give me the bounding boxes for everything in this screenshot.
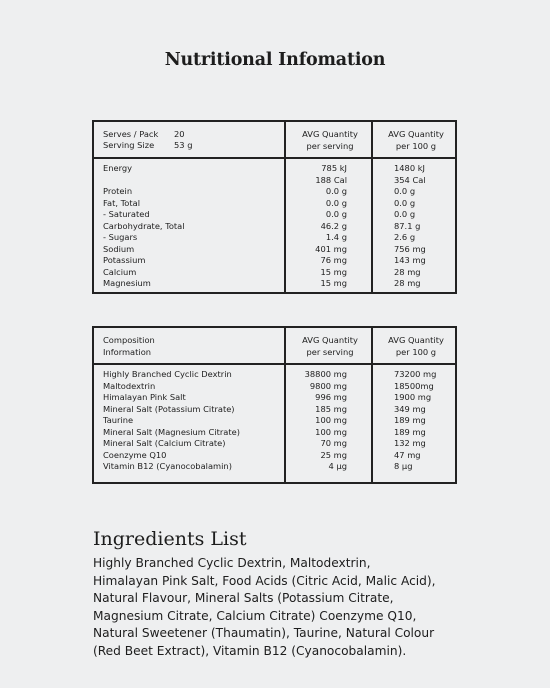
per-serving-value: 4 µg	[328, 461, 347, 471]
nutrient-name: Sodium	[103, 243, 135, 254]
per-serving-header-line1: AVG Quantity	[302, 129, 358, 139]
table-row	[94, 163, 455, 175]
table-row	[94, 461, 455, 473]
ingredients-line: Highly Branched Cyclic Dextrin, Maltodextrin,	[93, 556, 371, 570]
per-100g-value: 0.0 g	[394, 209, 416, 219]
per-100g-value: 87.1 g	[394, 220, 421, 231]
ingredients-line: Natural Flavour, Mineral Salts (Potassium Citrate,	[93, 591, 394, 605]
composition-label-line1: Composition	[103, 335, 155, 345]
per-100g-value: 18500mg	[394, 380, 434, 391]
nutrient-name: Energy	[103, 163, 133, 173]
ingredients-title: Ingredients List	[93, 528, 247, 550]
nutrient-name: Maltodextrin	[103, 380, 156, 391]
nutrition-table	[92, 120, 457, 294]
per-serving-value: 0.0 g	[325, 209, 347, 219]
table-row	[94, 221, 455, 233]
per-serving-header-line2: per serving	[306, 140, 354, 151]
per-100g-value: 28 mg	[394, 266, 421, 277]
per-100g-value: 349 mg	[394, 403, 426, 414]
serving-size-value: 53 g	[174, 140, 193, 150]
table-row	[94, 438, 455, 450]
per-serving-value: 401 mg	[315, 243, 347, 254]
per-serving-value: 0.0 g	[325, 186, 347, 196]
per-serving-value: 785 kJ	[321, 163, 347, 173]
per-100g-value: 1900 mg	[394, 392, 432, 402]
ingredients-line: Natural Sweetener (Thaumatin), Taurine, Natural Colour	[93, 626, 435, 640]
per-serving-value: 25 mg	[320, 449, 347, 460]
table-row	[94, 198, 455, 210]
per-serving-value: 100 mg	[315, 426, 347, 437]
per-100g-header	[376, 335, 456, 358]
table-row	[94, 427, 455, 439]
per-serving-value: 0.0 g	[325, 197, 347, 208]
table-row	[94, 186, 455, 198]
table-row	[94, 381, 455, 393]
nutrient-name: Magnesium	[103, 278, 151, 288]
composition-label	[103, 335, 155, 358]
per-100g-value: 0.0 g	[394, 186, 416, 196]
serves-value: 20	[174, 129, 185, 139]
per-100g-value: 2.6 g	[394, 232, 416, 242]
table-row	[94, 244, 455, 256]
per-100g-header-line1: AVG Quantity	[388, 129, 444, 139]
per-serving-value: 76 mg	[320, 255, 347, 265]
per-100g-value: 8 µg	[394, 461, 413, 471]
table-row	[94, 369, 455, 381]
serving-size-label: Serving Size	[103, 140, 155, 150]
ingredients-line: (Red Beet Extract), Vitamin B12 (Cyanocobalamin).	[93, 643, 407, 658]
per-100g-header-line2: per 100 g	[395, 140, 437, 151]
per-100g-header-line2: per 100 g	[395, 346, 437, 357]
nutrient-name: - Sugars	[103, 232, 138, 242]
per-100g-value: 189 mg	[394, 426, 426, 437]
per-serving-value: 38800 mg	[304, 369, 347, 379]
page-title: Nutritional Infomation	[164, 50, 386, 70]
per-100g-header	[376, 129, 456, 152]
table-row	[94, 232, 455, 244]
per-serving-header-line2: per serving	[306, 346, 354, 357]
ingredients-line: Magnesium Citrate, Calcium Citrate) Coenzyme Q10,	[93, 608, 417, 623]
table-row	[94, 278, 455, 290]
ingredients-text	[93, 555, 493, 660]
per-serving-header-line1: AVG Quantity	[302, 335, 358, 345]
header-divider	[94, 363, 455, 365]
per-serving-value: 100 mg	[315, 415, 347, 425]
nutrient-name: Vitamin B12 (Cyanocobalamin)	[103, 461, 232, 471]
nutrient-name: Mineral Salt (Potassium Citrate)	[103, 403, 235, 414]
per-100g-value: 28 mg	[394, 278, 421, 288]
per-100g-value: 354 Cal	[394, 174, 426, 185]
table-row	[94, 392, 455, 404]
nutrient-name: Protein	[103, 186, 133, 196]
per-100g-header-line1: AVG Quantity	[388, 335, 444, 345]
per-serving-value: 188 Cal	[315, 174, 347, 185]
per-serving-value: 996 mg	[315, 392, 347, 402]
nutrient-name: Highly Branched Cyclic Dextrin	[103, 369, 232, 379]
nutrient-name: Coenzyme Q10	[103, 449, 167, 460]
per-serving-header	[286, 129, 374, 152]
per-serving-value: 9800 mg	[309, 380, 347, 391]
per-100g-value: 1480 kJ	[394, 163, 426, 173]
table-row	[94, 267, 455, 279]
nutrient-name: - Saturated	[103, 209, 150, 219]
table-row	[94, 255, 455, 267]
serves-label: Serves / Pack	[103, 129, 159, 139]
nutrient-name: Calcium	[103, 266, 137, 277]
per-serving-value: 46.2 g	[320, 220, 347, 231]
ingredients-line: Himalayan Pink Salt, Food Acids (Citric Acid, Malic Acid),	[93, 573, 436, 588]
composition-label-line2: Information	[103, 346, 152, 357]
table-row	[94, 209, 455, 221]
per-100g-value: 756 mg	[394, 243, 426, 254]
nutrient-name: Fat, Total	[103, 197, 140, 208]
per-serving-value: 185 mg	[315, 403, 347, 414]
header-divider	[94, 157, 455, 159]
per-100g-value: 143 mg	[394, 255, 426, 265]
nutrient-name: Potassium	[103, 255, 146, 265]
per-100g-value: 47 mg	[394, 449, 421, 460]
table-row	[94, 404, 455, 416]
per-100g-value: 73200 mg	[394, 369, 437, 379]
composition-table	[92, 326, 457, 484]
table-row	[94, 450, 455, 462]
per-serving-value: 70 mg	[320, 438, 347, 448]
per-serving-value: 15 mg	[320, 266, 347, 277]
per-100g-value: 132 mg	[394, 438, 426, 448]
per-serving-header	[286, 335, 374, 358]
nutrient-name: Mineral Salt (Calcium Citrate)	[103, 438, 226, 448]
per-100g-value: 189 mg	[394, 415, 426, 425]
table-row	[94, 415, 455, 427]
per-100g-value: 0.0 g	[394, 197, 416, 208]
nutrient-name: Carbohydrate, Total	[103, 220, 185, 231]
per-serving-value: 15 mg	[320, 278, 347, 288]
nutrient-name: Taurine	[103, 415, 134, 425]
table-row	[94, 175, 455, 187]
nutrient-name: Himalayan Pink Salt	[103, 392, 186, 402]
per-serving-value: 1.4 g	[325, 232, 347, 242]
nutrient-name: Mineral Salt (Magnesium Citrate)	[103, 426, 240, 437]
